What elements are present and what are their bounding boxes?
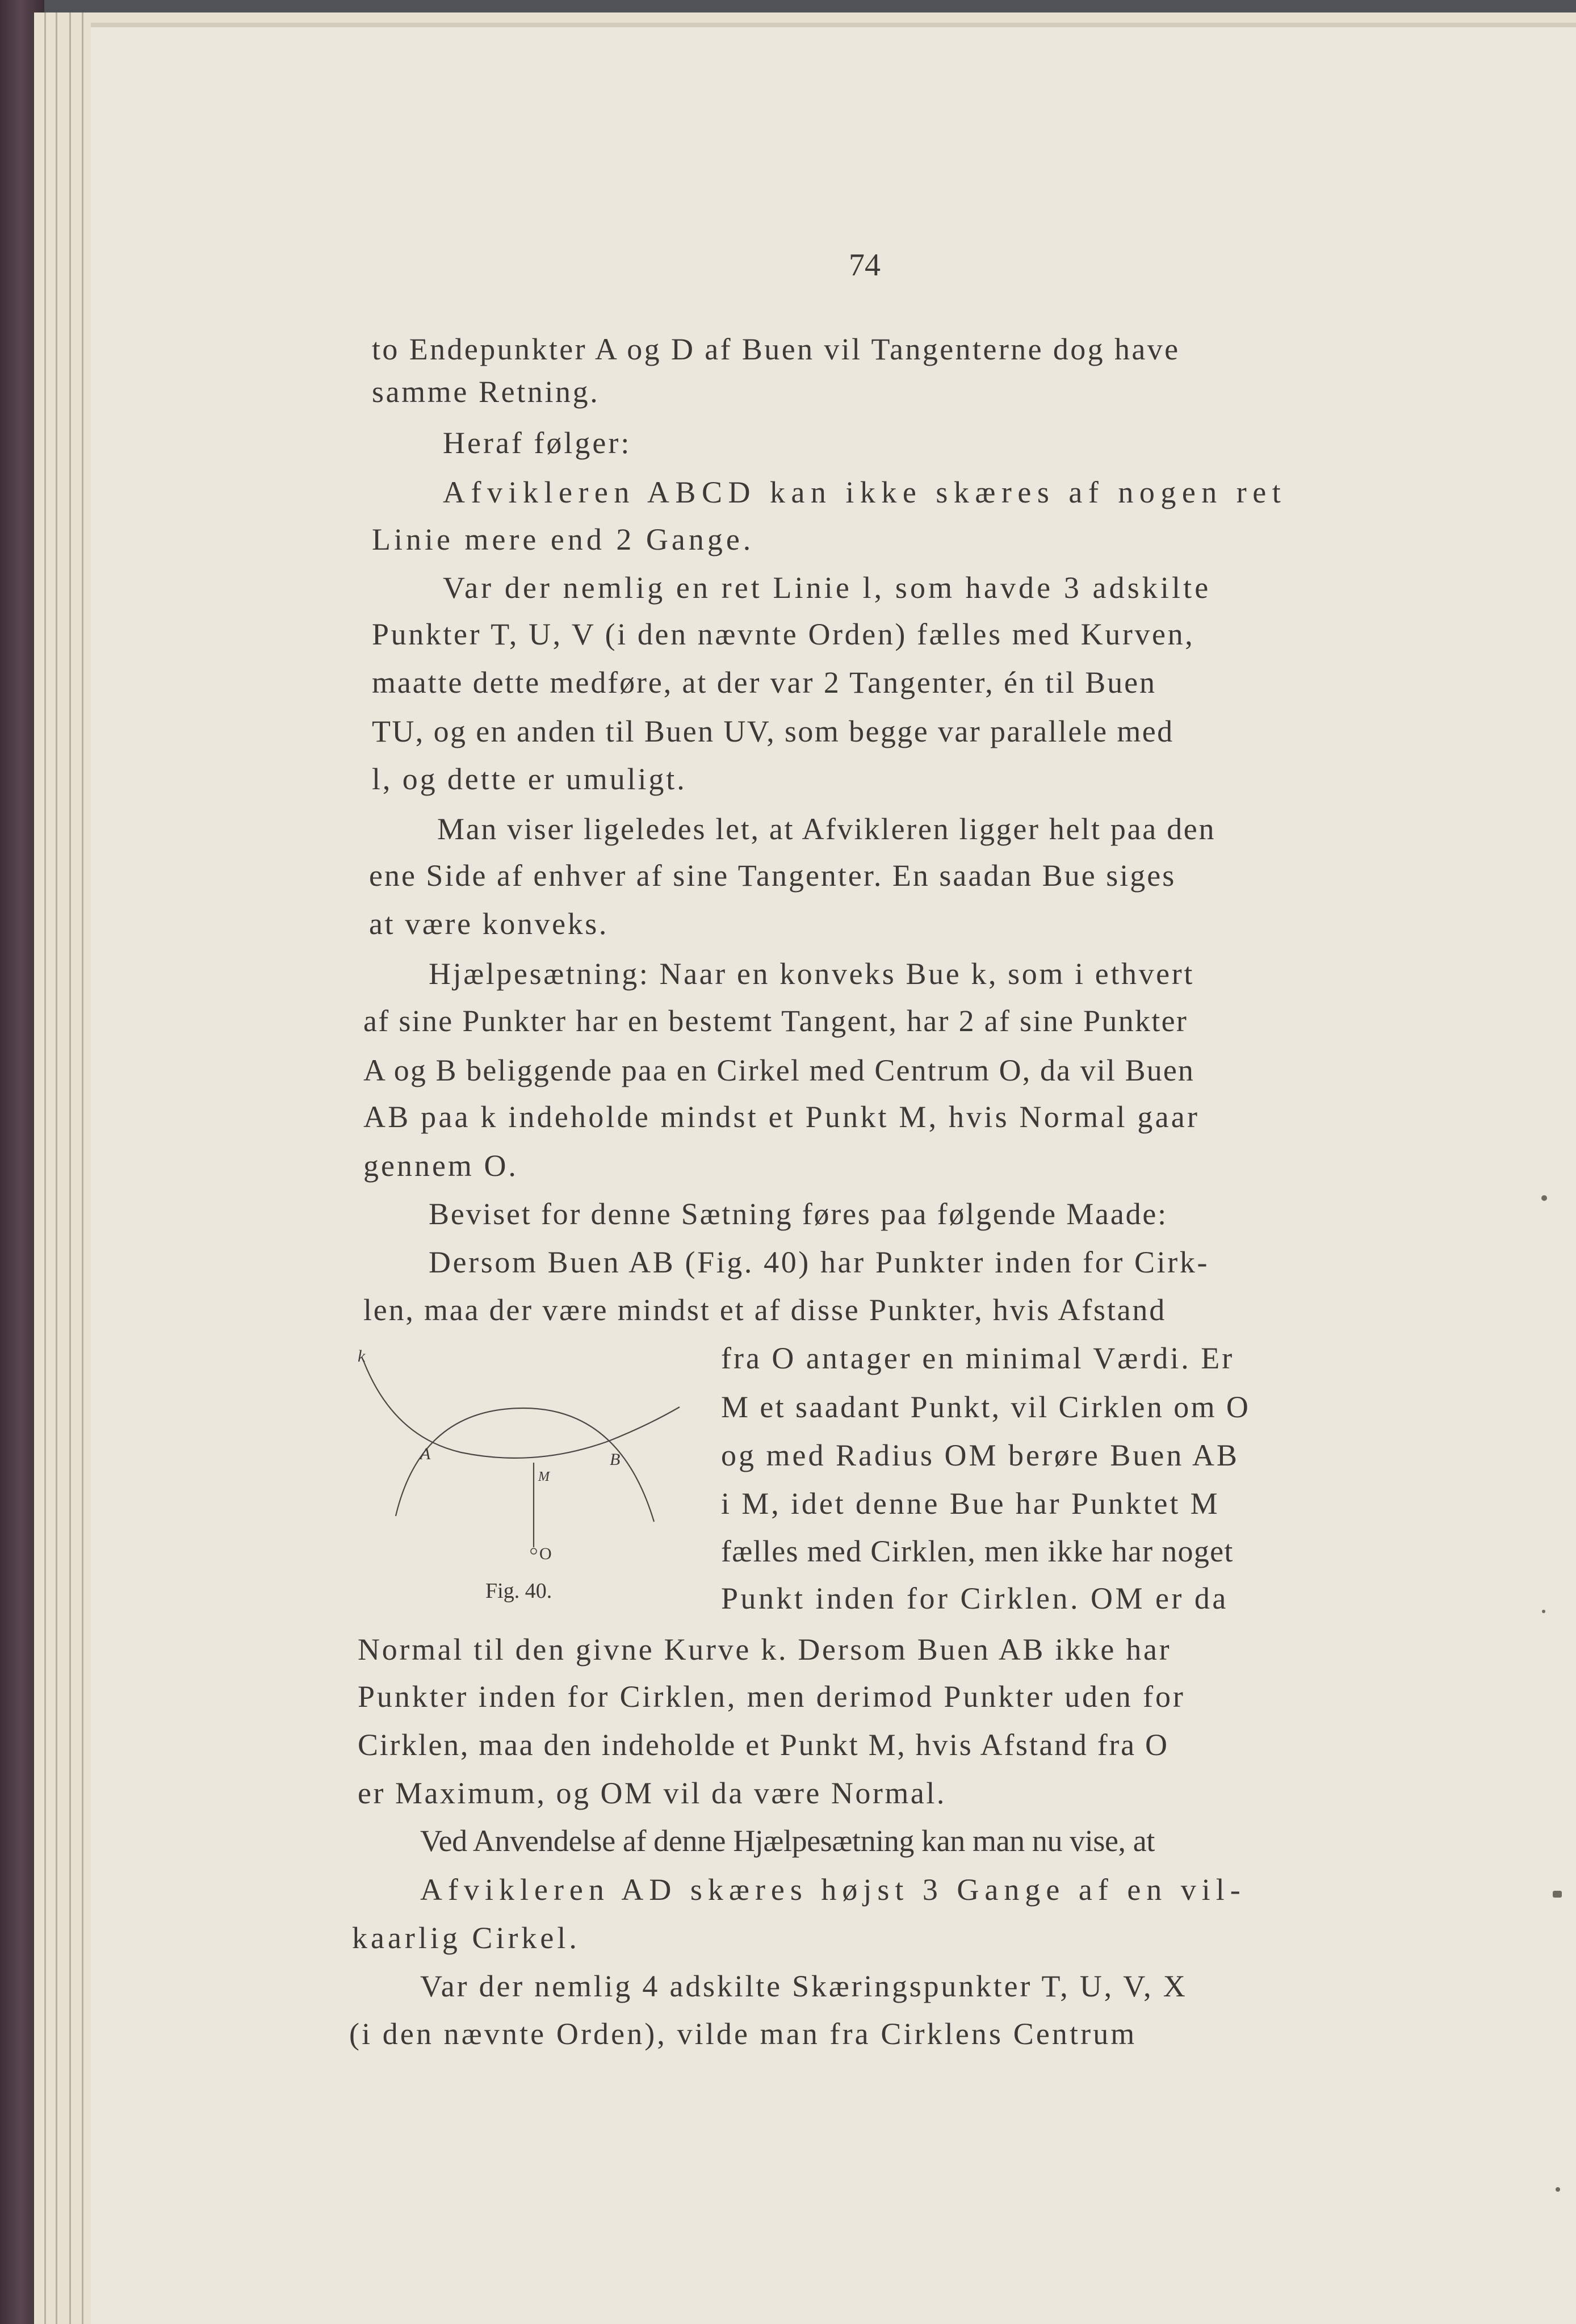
text-line: TU, og en anden til Buen UV, som begge var parallele med: [372, 714, 1174, 748]
text-line: af sine Punkter har en bestemt Tangent, har 2 af sine Punkter: [363, 1004, 1188, 1038]
text-line: Hjælpesætning: Naar en konveks Bue k, som i ethvert: [429, 957, 1194, 991]
paper-speck: [1553, 1891, 1562, 1898]
text-line: Man viser ligeledes let, at Afvikleren ligger helt paa den: [437, 812, 1216, 846]
text-line: to Endepunkter A og D af Buen vil Tangenterne dog have: [372, 332, 1180, 366]
label-A: A: [420, 1444, 431, 1463]
text-line: Punkt inden for Cirklen. OM er da: [721, 1581, 1229, 1615]
figure-caption: Fig. 40.: [485, 1579, 552, 1603]
curve-k: [363, 1360, 680, 1458]
text-line: Var der nemlig en ret Linie l, som havde 3 adskilte: [443, 571, 1212, 605]
text-line: fælles med Cirklen, men ikke har noget: [721, 1534, 1234, 1568]
paper-speck: [1542, 1610, 1545, 1613]
text-line: Punkter inden for Cirklen, men derimod Punkter uden for: [358, 1680, 1185, 1714]
text-line: samme Retning.: [372, 375, 600, 409]
text-line: ene Side af enhver af sine Tangenter. En saadan Bue siges: [369, 859, 1176, 893]
text-line: Normal til den givne Kurve k. Dersom Buen AB ikke har: [358, 1632, 1172, 1666]
text-line: AB paa k indeholde mindst et Punkt M, hvis Normal gaar: [363, 1100, 1200, 1134]
text-line: fra O antager en minimal Værdi. Er: [721, 1341, 1235, 1375]
label-M: M: [538, 1469, 550, 1484]
label-k: k: [358, 1347, 366, 1366]
label-O: O: [539, 1544, 552, 1563]
text-line: M et saadant Punkt, vil Cirklen om O: [721, 1390, 1251, 1424]
text-line: gennem O.: [363, 1149, 518, 1183]
text-line: maatte dette medføre, at der var 2 Tangenter, én til Buen: [372, 665, 1156, 700]
label-B: B: [610, 1450, 621, 1469]
text-line: (i den nævnte Orden), vilde man fra Cirklens Centrum: [349, 2017, 1137, 2051]
figure-40: [353, 1329, 807, 1613]
text-line: er Maximum, og OM vil da være Normal.: [358, 1776, 946, 1810]
text-line: og med Radius OM berøre Buen AB: [721, 1438, 1239, 1472]
text-line: Beviset for denne Sætning føres paa følgende Maade:: [429, 1197, 1168, 1231]
text-line: Afvikleren AD skæres højst 3 Gange af en vil-: [420, 1873, 1246, 1907]
figure-40-diagram: [353, 1329, 807, 1613]
text-line: Ved Anvendelse af denne Hjælpesætning kan man nu vise, at: [420, 1824, 1155, 1858]
text-line: i M, idet denne Bue har Punktet M: [721, 1486, 1220, 1521]
text-line: kaarlig Cirkel.: [352, 1921, 580, 1955]
text-line: Cirklen, maa den indeholde et Punkt M, hvis Afstand fra O: [358, 1728, 1169, 1762]
text-line: Var der nemlig 4 adskilte Skæringspunkter T, U, V, X: [420, 1969, 1188, 2003]
text-line: Linie mere end 2 Gange.: [372, 522, 755, 556]
text-line: Heraf følger:: [443, 426, 632, 460]
book-page: [91, 23, 1576, 2324]
text-line: A og B beliggende paa en Cirkel med Centrum O, da vil Buen: [363, 1053, 1195, 1087]
text-line: Dersom Buen AB (Fig. 40) har Punkter inden for Cirk-: [429, 1245, 1210, 1279]
center-point-O: [531, 1548, 536, 1554]
text-line: Afvikleren ABCD kan ikke skæres af nogen ret: [443, 475, 1287, 509]
paper-speck: [1556, 2187, 1560, 2192]
page-number: 74: [849, 248, 881, 283]
body-text: [91, 23, 1576, 2324]
paper-speck: [1541, 1195, 1547, 1201]
text-line: len, maa der være mindst et af disse Punkter, hvis Afstand: [363, 1293, 1166, 1327]
text-line: at være konveks.: [369, 907, 609, 941]
text-line: Punkter T, U, V (i den nævnte Orden) fælles med Kurven,: [372, 617, 1195, 651]
text-line: l, og dette er umuligt.: [372, 762, 687, 796]
